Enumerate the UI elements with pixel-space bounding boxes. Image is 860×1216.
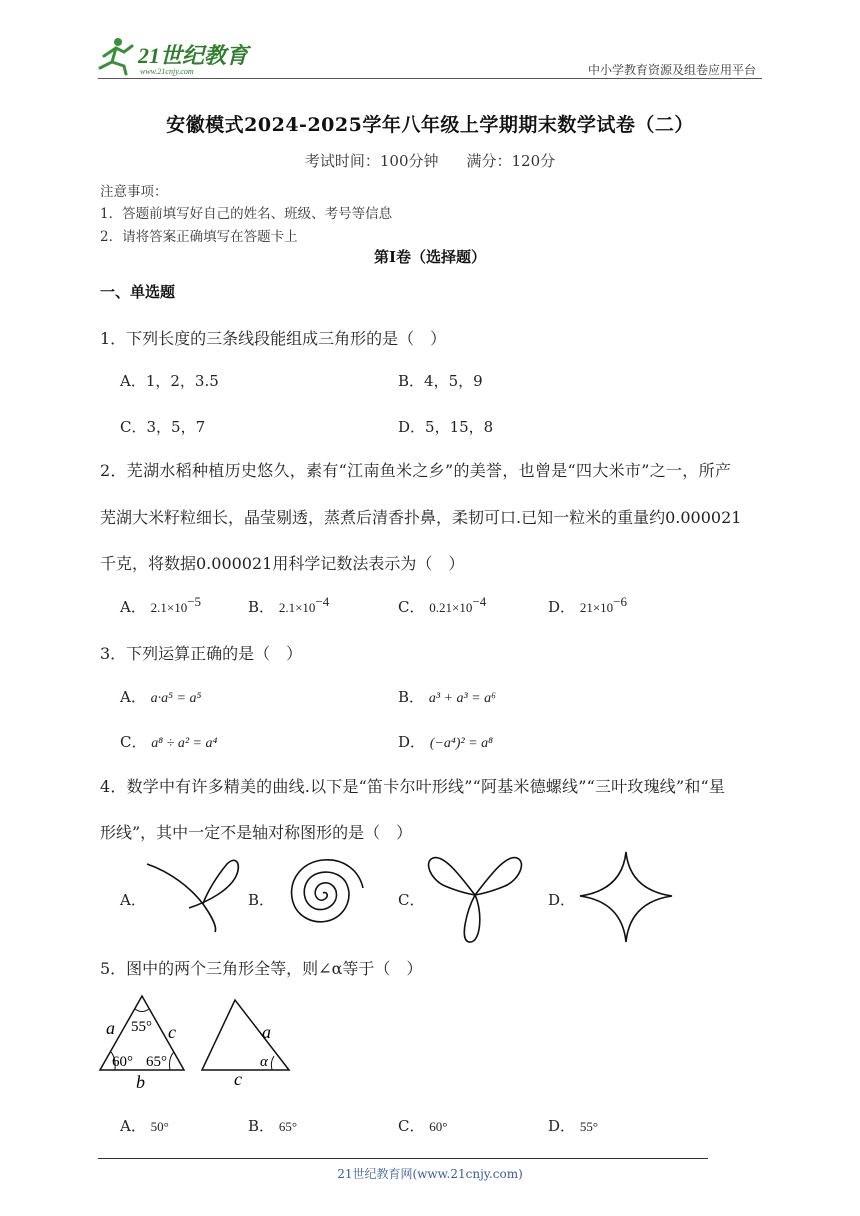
question-stem: 4．数学中有许多精美的曲线.以下是“笛卡尔叶形线”“阿基米德螺线”“三叶玫瑰线”和“星 <box>100 777 726 796</box>
option-a[interactable]: A． a·a⁵ = a⁵ <box>120 688 202 706</box>
option-c[interactable]: C． a⁸ ÷ a² = a⁴ <box>120 733 218 751</box>
exam-score: 满分：120分 <box>466 152 556 170</box>
option-c[interactable]: C． <box>398 891 425 909</box>
angle-label: 60° <box>112 1054 133 1070</box>
question-stem: 1．下列长度的三条线段能组成三角形的是（ ） <box>100 329 447 348</box>
right-triangle <box>202 1000 289 1089</box>
option-d[interactable]: D． 55° <box>548 1117 599 1135</box>
option-d[interactable]: D． <box>548 891 576 909</box>
note-item: 2．请将答案正确填写在答题卡上 <box>100 229 298 245</box>
exam-info <box>0 150 860 171</box>
notes-heading: 注意事项： <box>100 184 168 200</box>
side-label: c <box>168 1022 176 1042</box>
option-a[interactable]: A．1，2，3.5 <box>120 372 219 390</box>
side-label: c <box>234 1069 242 1089</box>
note-item: 1．答题前填写好自己的姓名、班级、考号等信息 <box>100 206 393 222</box>
astroid-icon <box>578 850 674 944</box>
footer-link[interactable]: 21世纪教育网(www.21cnjy.com) <box>337 1167 523 1181</box>
side-label: b <box>136 1072 145 1092</box>
question-stem: 形线”，其中一定不是轴对称图形的是（ ） <box>100 823 413 842</box>
question-stem: 3．下列运算正确的是（ ） <box>100 644 303 663</box>
option-d[interactable]: D． $21\times 10^{-6}$ <box>548 594 627 616</box>
angle-label: 65° <box>146 1054 167 1070</box>
side-label: a <box>106 1018 115 1038</box>
section-title: 一、单选题 <box>100 283 176 301</box>
option-c[interactable]: C．3，5，7 <box>120 418 206 436</box>
exam-title: 安徽模式2024-2025学年八年级上学期期末数学试卷（二） <box>166 114 694 136</box>
option-d[interactable]: D．5，15，8 <box>398 418 494 436</box>
option-b[interactable]: B． 65° <box>248 1117 298 1135</box>
logo-text: 21世纪教育 <box>138 43 249 68</box>
question-stem: 千克，将数据0.000021用科学记数法表示为（ ） <box>100 554 465 573</box>
option-c[interactable]: C． 60° <box>398 1117 448 1135</box>
runner-icon <box>100 38 132 74</box>
header-divider <box>98 78 762 79</box>
option-b[interactable]: B． a³ + a³ = a⁶ <box>398 688 496 706</box>
angle-label: α <box>260 1054 268 1070</box>
option-b[interactable]: B． <box>248 891 275 909</box>
congruent-triangles-figure <box>96 992 296 1092</box>
option-d[interactable]: D． (−a⁴)² = a⁸ <box>398 733 493 751</box>
footer-divider <box>98 1158 708 1159</box>
option-a[interactable]: A． 50° <box>120 1117 169 1135</box>
platform-label: 中小学教育资源及组卷应用平台 <box>587 63 756 77</box>
site-logo <box>96 36 256 78</box>
option-b[interactable]: B． $2.1\times 10^{-4}$ <box>248 594 330 616</box>
side-label: a <box>262 1022 271 1042</box>
angle-label: 55° <box>131 1019 152 1035</box>
option-a[interactable]: A． <box>120 891 146 909</box>
left-triangle <box>100 996 184 1092</box>
question-stem: 2．芜湖水稻种植历史悠久，素有“江南鱼米之乡”的美誉，也曾是“四大米市”之一，所产 <box>100 461 732 480</box>
option-b[interactable]: B．4，5，9 <box>398 372 483 390</box>
archimedean-spiral-icon <box>275 850 371 936</box>
question-stem: 芜湖大米籽粒细长，晶莹剔透，蒸煮后清香扑鼻，柔韧可口.已知一粒米的重量约0.000021 <box>100 508 742 527</box>
exam-time: 考试时间：100分钟 <box>304 152 439 170</box>
option-a[interactable]: A． $2.1\times 10^{-5}$ <box>120 594 202 616</box>
three-leaf-rose-icon <box>425 850 525 944</box>
volume-title: 第I卷（选择题） <box>373 248 487 266</box>
folium-curve-icon <box>145 852 240 934</box>
question-stem: 5．图中的两个三角形全等，则∠α等于（ ） <box>100 959 423 978</box>
option-c[interactable]: C． $0.21\times 10^{-4}$ <box>398 594 487 616</box>
logo-url: www.21cnjy.com <box>140 67 194 76</box>
